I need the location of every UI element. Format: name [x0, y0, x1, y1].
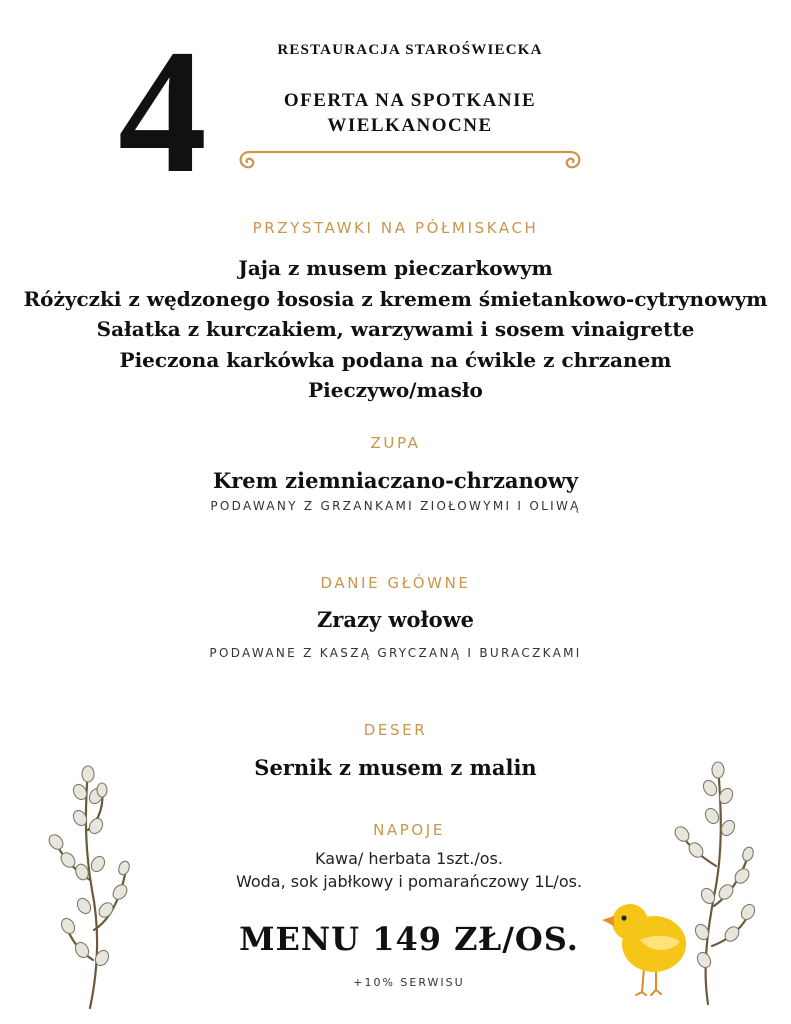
- main-note: PODAWANE Z KASZĄ GRYCZANĄ I BURACZKAMI: [209, 646, 582, 660]
- easter-chick-icon: [600, 898, 692, 998]
- section-title-dessert: DESER: [363, 721, 428, 739]
- section-title-main: DANIE GŁÓWNE: [320, 574, 471, 592]
- menu-price: MENU 149 ZŁ/OS.: [239, 920, 579, 958]
- offer-title-line-1: OFERTA NA SPOTKANIE: [283, 90, 537, 111]
- starter-item: Sałatka z kurczakiem, warzywami i sosem vinaigrette: [96, 317, 695, 341]
- starter-item: Pieczywo/masło: [308, 378, 483, 402]
- scroll-ornament-icon: [236, 146, 584, 174]
- starters-list: [0, 253, 791, 406]
- starter-item: Pieczona karkówka podana na ćwikle z chrzanem: [119, 347, 672, 372]
- service-charge: +10% SERWISU: [353, 976, 465, 989]
- offer-title-line-2: WIELKANOCNE: [327, 115, 493, 137]
- offer-title: [230, 88, 590, 138]
- dessert-dish: Sernik z musem z malin: [254, 755, 537, 780]
- soup-dish: Krem ziemniaczano-chrzanowy: [212, 468, 579, 493]
- drink-line-1: Kawa/ herbata 1szt./os.: [315, 849, 503, 868]
- starter-item: Różyczki z wędzonego łososia z kremem śmietankowo-cytrynowym: [23, 286, 768, 311]
- pussy-willow-icon: [40, 760, 150, 1010]
- section-title-soup: ZUPA: [370, 434, 421, 452]
- starter-item: Jaja z musem pieczarkowym: [238, 256, 553, 280]
- soup-note: PODAWANY Z GRZANKAMI ZIOŁOWYMI I OLIWĄ: [210, 499, 581, 513]
- section-title-starters: PRZYSTAWKI NA PÓŁMISKACH: [252, 219, 539, 237]
- main-dish: Zrazy wołowe: [316, 607, 475, 632]
- menu-number: 4: [118, 12, 207, 210]
- restaurant-name: RESTAURACJA STAROŚWIECKA: [277, 42, 543, 58]
- drink-line-2: Woda, sok jabłkowy i pomarańczowy 1L/os.: [235, 872, 583, 891]
- section-title-drinks: NAPOJE: [373, 821, 445, 839]
